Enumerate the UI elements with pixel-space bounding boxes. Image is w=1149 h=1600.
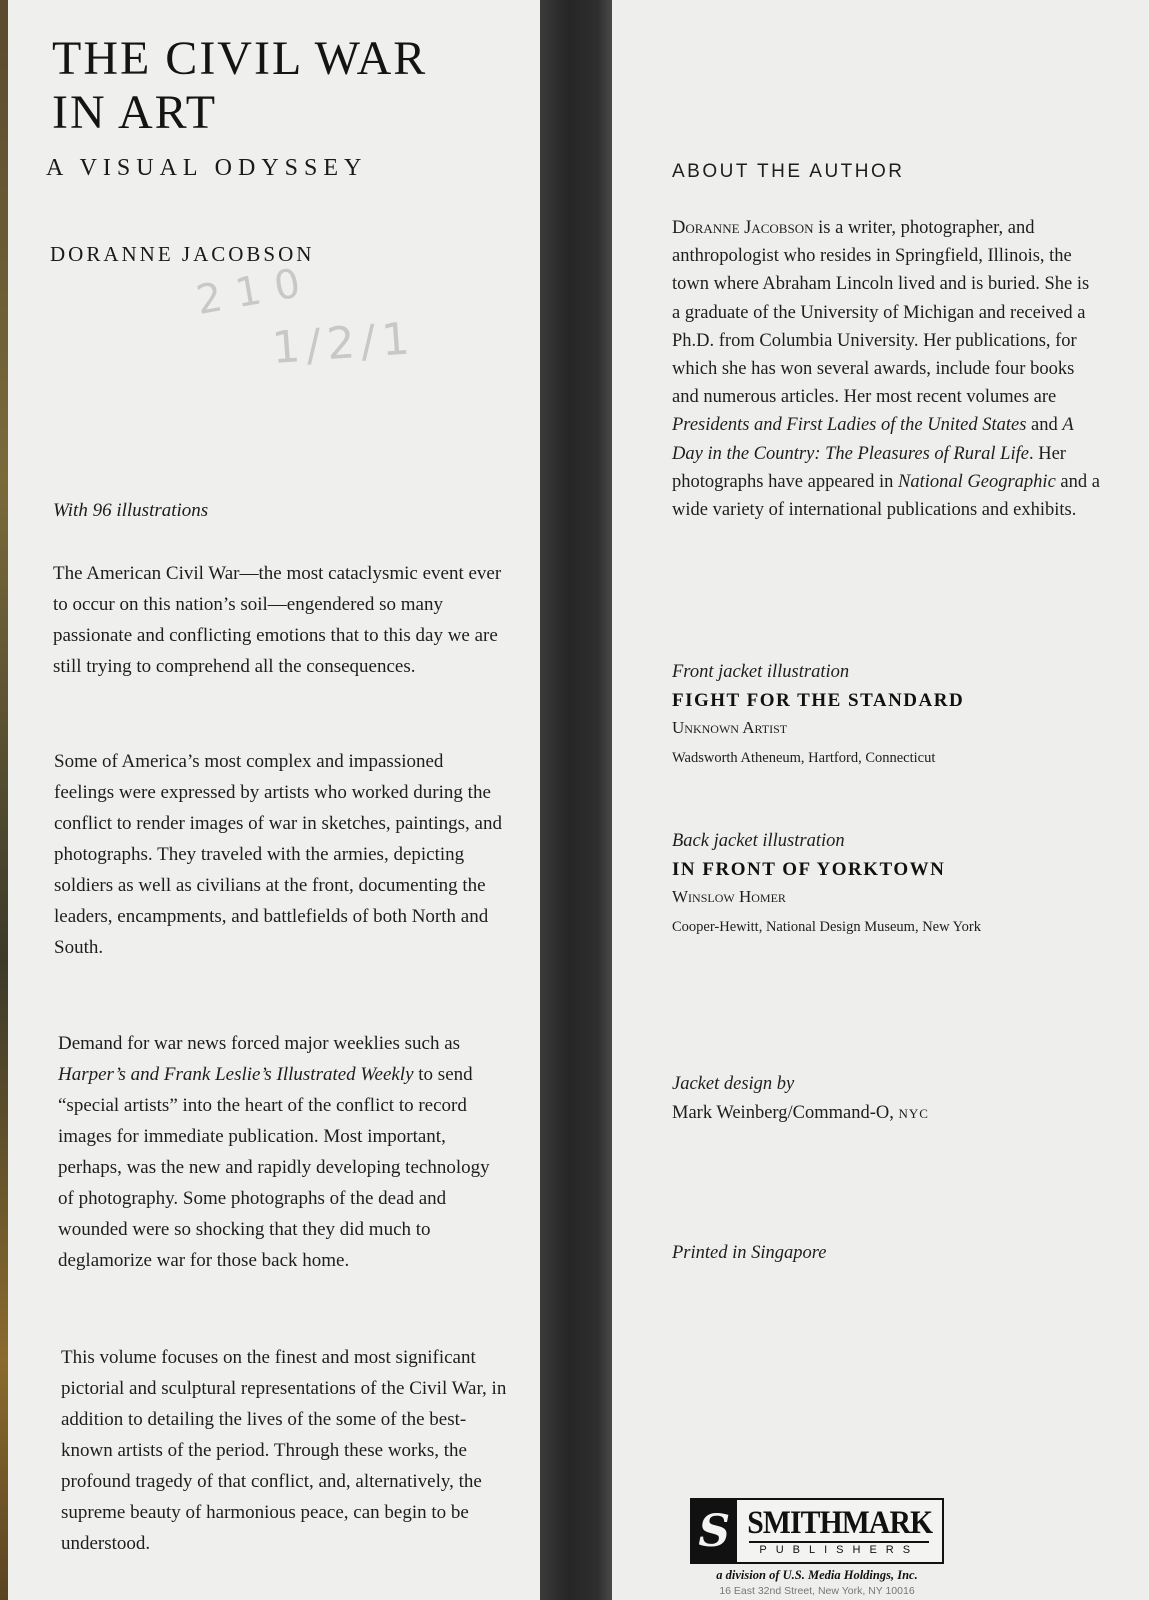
publication-names: Harper’s and Frank Leslie’s Illustrated Weekly	[58, 1064, 414, 1085]
designer-name: Mark Weinberg/Command-O,	[672, 1103, 894, 1123]
illustrations-note: With 96 illustrations	[53, 500, 209, 521]
bio-text: . Her photographs have appeared in	[672, 443, 1066, 492]
front-jacket-label: Front jacket illustration	[672, 662, 850, 682]
title-line-1: THE CIVIL WAR	[52, 32, 428, 85]
publisher-address: 16 East 32nd Street, New York, NY 10016	[719, 1585, 915, 1597]
back-jacket-title: IN FRONT OF YORKTOWN	[672, 859, 946, 880]
publisher-s-mark-icon: S	[692, 1500, 737, 1562]
bio-text: is a writer, photographer, and anthropologist who resides in Springfield, Illinois, the town where Abraham Lincoln lived and is buried. She is a graduate of the University of Michigan and received a Ph.D. from Columbia University. Her publications, for which she has won several awards, include four books and numerous articles. Her most recent volumes are	[672, 218, 1090, 408]
back-jacket-artist: Winslow Homer	[672, 887, 786, 906]
pencil-annotation: 210	[192, 258, 318, 324]
front-jacket-artist: Unknown Artist	[672, 718, 788, 737]
flap-paragraph-3	[58, 1028, 508, 1276]
bio-book-title: Presidents and First Ladies of the United States	[672, 415, 1027, 436]
back-jacket-label: Back jacket illustration	[672, 831, 845, 851]
pencil-date-annotation: 1/2/1	[270, 313, 418, 374]
publisher-division: a division of U.S. Media Holdings, Inc.	[716, 1568, 918, 1582]
front-jacket-location: Wadsworth Atheneum, Hartford, Connecticut	[672, 750, 936, 766]
flap-paragraph-4: This volume focuses on the finest and most significant pictorial and sculptural representations of the Civil War, in addition to detailing the lives of the some of the best-known artists of the period. Through these works, the profound tragedy of that conflict, and, alternatively, the supreme beauty of harmonious peace, can begin to be understood.	[61, 1347, 507, 1554]
paragraph-text: Demand for war news forced major weeklies such as	[58, 1033, 461, 1054]
jacket-design-label: Jacket design by	[672, 1074, 795, 1094]
bio-text: and a wide variety of international publications and exhibits.	[672, 471, 1100, 521]
bio-text: and	[1026, 415, 1063, 436]
book-subtitle: A VISUAL ODYSSEY	[46, 155, 368, 181]
bio-author-name: Doranne Jacobson	[672, 218, 814, 238]
title-line-2: IN ART	[52, 86, 218, 139]
bio-book-title: A Day in the Country: The Pleasures of Rural Life	[672, 415, 1074, 464]
spine-fold	[540, 0, 612, 1600]
jacket-designer	[672, 1103, 929, 1124]
front-jacket-title: FIGHT FOR THE STANDARD	[672, 690, 965, 711]
flap-paragraph-1: The American Civil War—the most cataclysmic event ever to occur on this nation’s soil—engendered so many passionate and conflicting emotions that to this day we are still trying to comprehend all the consequences.	[53, 563, 502, 677]
publisher-subtitle: PUBLISHERS	[749, 1541, 929, 1556]
bio-magazine-title: National Geographic	[898, 471, 1056, 492]
publisher-wordmark	[737, 1500, 943, 1562]
author-bio	[672, 214, 1102, 524]
book-title	[52, 32, 427, 140]
printed-in-note: Printed in Singapore	[672, 1243, 827, 1263]
back-jacket-location: Cooper-Hewitt, National Design Museum, New York	[672, 919, 982, 935]
about-author-heading: ABOUT THE AUTHOR	[672, 161, 905, 182]
paragraph-text: to send “special artists” into the heart of the conflict to record images for immediate publication. Most important, perhaps, was the new and rapidly developing technology of photography. Some photographs of the dead and wounded were so shocking that they did much to deglamorize war for those back home.	[58, 1064, 490, 1271]
publisher-name: SMITHMARK	[746, 1505, 932, 1541]
designer-city: NYC	[898, 1106, 929, 1121]
publisher-logo	[690, 1498, 944, 1564]
flap-paragraph-2: Some of America’s most complex and impassioned feelings were expressed by artists who worked during the conflict to render images of war in sketches, paintings, and photographs. They traveled with the armies, depicting soldiers as well as civilians at the front, documenting the leaders, encampments, and battlefields of both North and South.	[54, 751, 502, 958]
author-name: DORANNE JACOBSON	[50, 242, 315, 266]
